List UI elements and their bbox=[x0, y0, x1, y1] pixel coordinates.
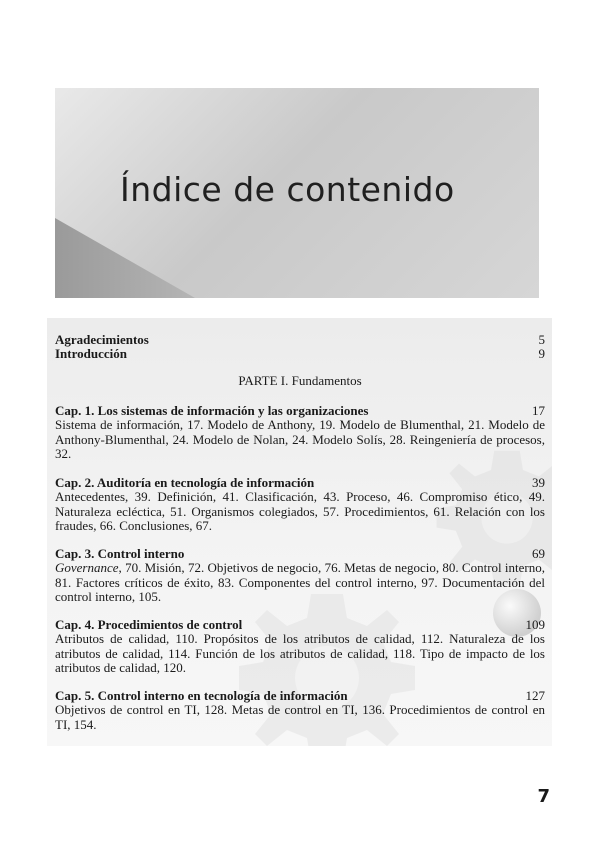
chapter-title: Cap. 5. Control interno en tecnología de información bbox=[55, 688, 348, 703]
chapter-title: Cap. 2. Auditoría en tecnología de información bbox=[55, 475, 315, 490]
toc-entry-title: Agradecimientos bbox=[55, 332, 149, 347]
chapter-topics: Atributos de calidad, 110. Propósitos de los atributos de calidad, 112. Naturaleza de los atributos de calidad, 114. Función de los atributos de calidad, 118. Tipo de impacto de los atributos de calidad, 120. bbox=[55, 631, 545, 676]
chapter-topics bbox=[55, 561, 545, 604]
chapter-topics-rest: , 70. Misión, 72. Objetivos de negocio, 76. Metas de negocio, 80. Control interno, 81. Factores críticos de éxito, 83. Componentes del control interno, 97. Documentación del control interno, 105. bbox=[55, 560, 545, 605]
toc-entry-title: Introducción bbox=[55, 346, 127, 361]
chapter-page: 17 bbox=[532, 403, 545, 418]
chapter-title: Cap. 3. Control interno bbox=[55, 546, 185, 561]
chapter-topics: Antecedentes, 39. Definición, 41. Clasificación, 43. Proceso, 46. Compromiso ético, 49. Naturaleza ecléctica, 51. Organismos colegiados, 57. Procedimientos, 61. Relación con los fraudes, 66. Conclusiones, 67. bbox=[55, 489, 545, 534]
toc-entry-chapter-2[interactable] bbox=[55, 476, 545, 534]
chapter-title: Cap. 4. Procedimientos de control bbox=[55, 617, 243, 632]
page-title: Índice de contenido bbox=[120, 170, 455, 209]
toc-entry-introduccion[interactable] bbox=[55, 347, 545, 361]
toc-entry-chapter-5[interactable] bbox=[55, 689, 545, 732]
chapter-page: 127 bbox=[525, 688, 545, 703]
chapter-topics-lead: Governance bbox=[55, 560, 119, 576]
chapter-page: 69 bbox=[532, 546, 545, 561]
chapter-page: 39 bbox=[532, 475, 545, 490]
toc-entry-page: 5 bbox=[538, 332, 545, 347]
part-heading: PARTE I. Fundamentos bbox=[238, 373, 362, 388]
toc-entry-page: 9 bbox=[538, 346, 545, 361]
chapter-topics: Sistema de información, 17. Modelo de Anthony, 19. Modelo de Blumenthal, 21. Modelo de Anthony-Blumenthal, 24. Modelo de Nolan, 24. Modelo Solís, 28. Reingeniería de procesos, 32. bbox=[55, 417, 545, 462]
chapter-page: 109 bbox=[525, 617, 545, 632]
toc-entry-agradecimientos[interactable] bbox=[55, 333, 545, 347]
toc-entry-chapter-3[interactable] bbox=[55, 547, 545, 605]
chapter-title: Cap. 1. Los sistemas de información y las organizaciones bbox=[55, 403, 369, 418]
toc-entry-chapter-1[interactable] bbox=[55, 404, 545, 462]
chapter-topics: Objetivos de control en TI, 128. Metas de control en TI, 136. Procedimientos de control en TI, 154. bbox=[55, 702, 545, 732]
page-number: 7 bbox=[537, 786, 550, 807]
toc-entry-chapter-4[interactable] bbox=[55, 618, 545, 676]
